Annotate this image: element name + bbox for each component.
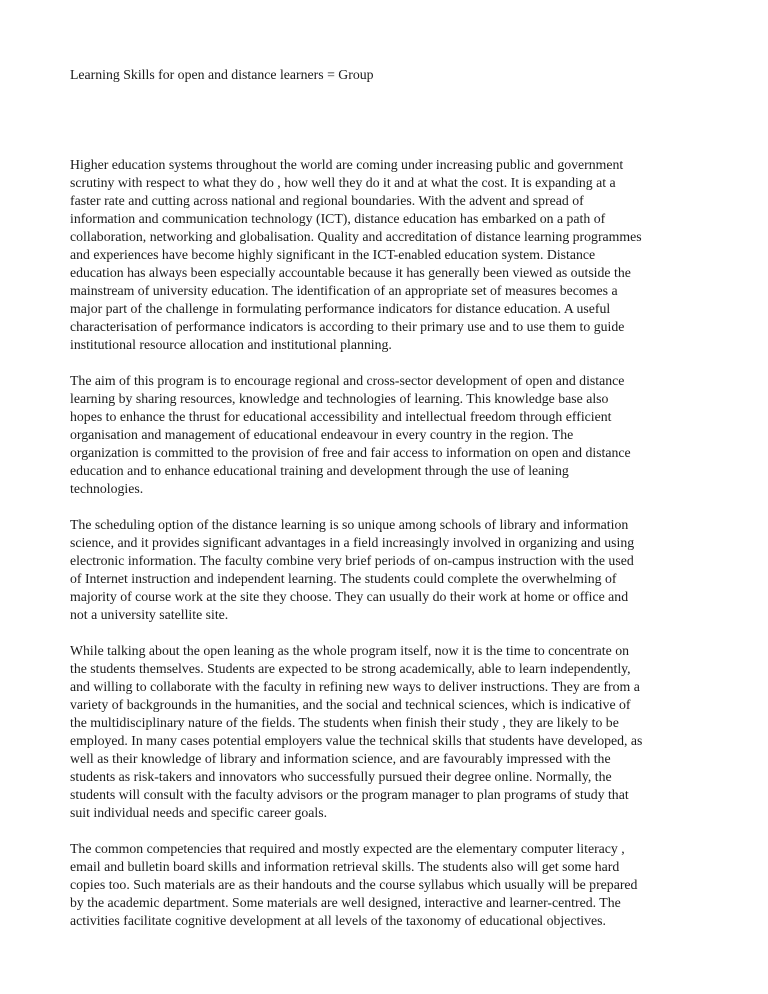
text-line: The scheduling option of the distance learning is so unique among schools of library and information: [70, 517, 629, 532]
text-line: not a university satellite site.: [70, 607, 229, 622]
text-line: faster rate and cutting across national and regional boundaries. With the advent and spread of: [70, 193, 584, 208]
text-line: major part of the challenge in formulating performance indicators for distance education. A useful: [70, 301, 611, 316]
text-line: email and bulletin board skills and information retrieval skills. The students also will get some hard: [70, 859, 620, 874]
paragraph-students: [70, 642, 700, 822]
text-line: institutional resource allocation and institutional planning.: [70, 337, 392, 352]
text-line: collaboration, networking and globalisation. Quality and accreditation of distance learning programmes: [70, 229, 642, 244]
document-body: [70, 66, 700, 930]
text-line: scrutiny with respect to what they do , how well they do it and at what the cost. It is expanding at a: [70, 175, 616, 190]
text-line: variety of backgrounds in the humanities, and the social and technical sciences, which is indicative of: [70, 697, 631, 712]
text-line: the students themselves. Students are expected to be strong academically, able to learn independently,: [70, 661, 631, 676]
text-line: organisation and management of educational endeavour in every country in the region. The: [70, 427, 574, 442]
paragraph-competencies: [70, 840, 700, 930]
text-line: activities facilitate cognitive development at all levels of the taxonomy of educational objectives.: [70, 913, 606, 928]
text-line: The aim of this program is to encourage regional and cross-sector development of open and distance: [70, 373, 625, 388]
paragraph-program-aim: [70, 372, 700, 498]
text-line: science, and it provides significant advantages in a field increasingly involved in organizing and using: [70, 535, 635, 550]
text-line: organization is committed to the provision of free and fair access to information on open and distance: [70, 445, 631, 460]
text-line: students as risk-takers and innovators who successfully pursued their degree online. Normally, the: [70, 769, 612, 784]
text-line: well as their knowledge of library and information science, and are favourably impressed with the: [70, 751, 611, 766]
text-line: Higher education systems throughout the world are coming under increasing public and government: [70, 157, 624, 172]
text-line: mainstream of university education. The identification of an appropriate set of measures becomes a: [70, 283, 618, 298]
text-line: copies too. Such materials are as their handouts and the course syllabus which usually will be prepared: [70, 877, 638, 892]
text-line: employed. In many cases potential employers value the technical skills that students have developed, as: [70, 733, 643, 748]
text-line: electronic information. The faculty combine very brief periods of on-campus instruction with the used: [70, 553, 634, 568]
document-title: Learning Skills for open and distance learners = Group: [70, 67, 374, 82]
text-line: technologies.: [70, 481, 144, 496]
text-line: the multidisciplinary nature of the fields. The students when finish their study , they are likely to be: [70, 715, 619, 730]
text-line: learning by sharing resources, knowledge and technologies of learning. This knowledge base also: [70, 391, 609, 406]
text-line: characterisation of performance indicators is according to their primary use and to use them to guide: [70, 319, 625, 334]
text-line: and experiences have become highly significant in the ICT-enabled education system. Distance: [70, 247, 596, 262]
text-line: The common competencies that required and mostly expected are the elementary computer literacy ,: [70, 841, 625, 856]
text-line: hopes to enhance the thrust for educational accessibility and intellectual freedom through efficient: [70, 409, 612, 424]
text-line: majority of course work at the site they choose. They can usually do their work at home or office and: [70, 589, 629, 604]
text-line: students will consult with the faculty advisors or the program manager to plan programs of study that: [70, 787, 629, 802]
text-line: information and communication technology (ICT), distance education has embarked on a path of: [70, 211, 606, 226]
text-line: of Internet instruction and independent learning. The students could complete the overwhelming of: [70, 571, 617, 586]
paragraph-scheduling-option: [70, 516, 700, 624]
text-line: education has always been especially accountable because it has generally been viewed as outside the: [70, 265, 631, 280]
text-line: suit individual needs and specific career goals.: [70, 805, 328, 820]
text-line: by the academic department. Some materials are well designed, interactive and learner-centred. The: [70, 895, 621, 910]
text-line: and willing to collaborate with the faculty in refining new ways to deliver instructions. They are from a: [70, 679, 640, 694]
paragraph-higher-education: [70, 156, 700, 354]
text-line: While talking about the open leaning as the whole program itself, now it is the time to concentrate on: [70, 643, 630, 658]
text-line: education and to enhance educational training and development through the use of leaning: [70, 463, 569, 478]
